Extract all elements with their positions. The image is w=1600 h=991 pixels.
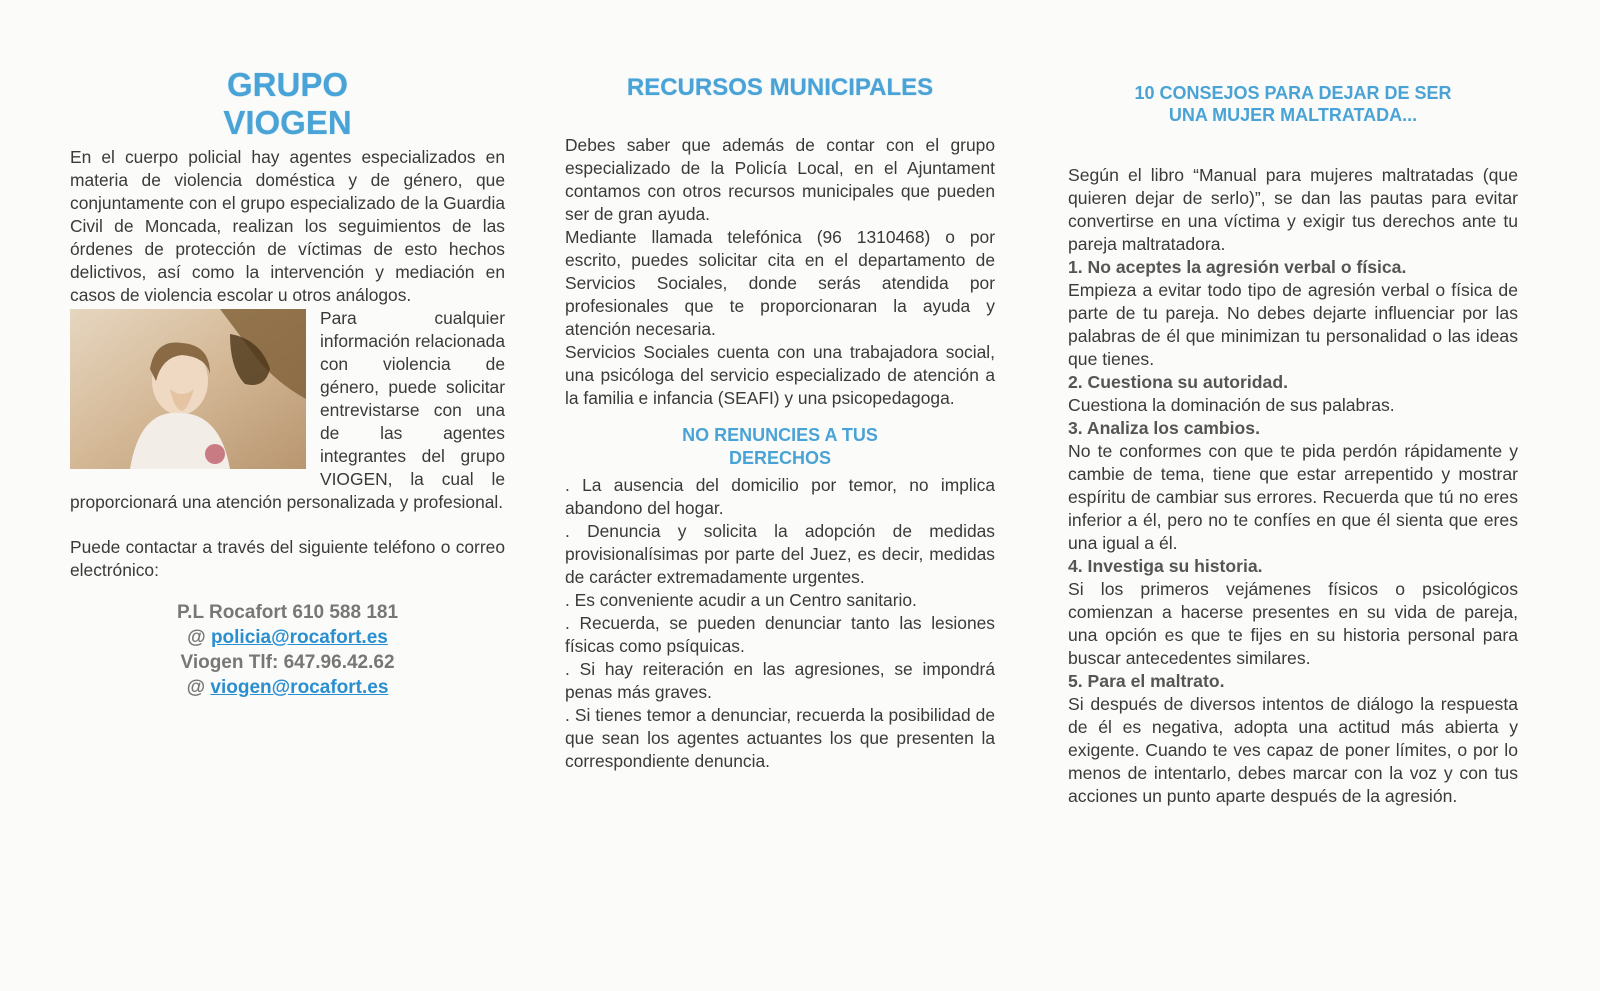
- consejos-intro: Según el libro “Manual para mujeres maltratadas (que quieren dejar de serlo)”, se dan las pautas para evitar convertirse en una víctima y exigir tus derechos ante tu pareja maltratadora.: [1068, 165, 1518, 254]
- column-consejos: [1068, 82, 1518, 808]
- recursos-paragraph-1: Debes saber que además de contar con el grupo especializado de la Policía Local, en el Ajuntament contamos con otros recursos municipales que pueden ser de gran ayuda.: [565, 135, 995, 224]
- police-email-link[interactable]: policia@rocafort.es: [210, 627, 388, 648]
- woman-photo: [70, 309, 306, 469]
- at-symbol: @: [186, 677, 206, 698]
- derechos-title-line1: NO RENUNCIES A TUS: [682, 425, 878, 445]
- tip-text: No te conformes con que te pida perdón rápidamente y cambie de tema, tiene que estar arrepentido y mostrar espíritu de cambiar sus errores. Recuerda que tú no eres inferior a él, pero no te confíes en que él sienta que eres una igual a él.: [1068, 441, 1518, 553]
- rights-item: . Si hay reiteración en las agresiones, se impondrá penas más graves.: [565, 659, 995, 702]
- photo-paragraph: [70, 307, 505, 514]
- tip-title: 3. Analiza los cambios.: [1068, 418, 1260, 438]
- recursos-paragraph-3: Servicios Sociales cuenta con una trabajadora social, una psicóloga del servicio especializado de atención a la familia e infancia (SEAFI) y una psicopedagoga.: [565, 342, 995, 408]
- derechos-title-line2: DERECHOS: [728, 448, 831, 468]
- rights-list: [565, 474, 995, 773]
- woman-photo-illustration: [70, 309, 306, 469]
- rights-item: . Si tienes temor a denunciar, recuerda la posibilidad de que sean los agentes actuantes los que presenten la correspondiente denuncia.: [565, 705, 995, 771]
- contact-block: [70, 600, 505, 700]
- recursos-paragraph-2: Mediante llamada telefónica (96 1310468) o por escrito, puedes solicitar cita en el departamento de Servicios Sociales, donde serás atendida por profesionales que te proporcionaran la ayuda y atención necesaria.: [565, 227, 995, 339]
- at-symbol: @: [187, 627, 206, 648]
- tip-item: [1068, 670, 1518, 808]
- column-recursos-municipales: [565, 74, 995, 773]
- police-email-line: [70, 625, 505, 650]
- tip-text: Si los primeros vejámenes físicos o psicológicos comienzan a hacerse presentes en su vida de pareja, una opción es que te fijes en su historia personal para buscar antecedentes similares.: [1068, 579, 1518, 668]
- viogen-contact-paragraph: Para cualquier información relacionada con violencia de género, puede solicitar entrevistarse con una de las agentes integrantes del grupo VIOGEN, la cual le proporcionará una atención personalizada y profesional.: [70, 308, 505, 512]
- column-grupo-viogen: [70, 66, 505, 700]
- rights-item: . Recuerda, se pueden denunciar tanto las lesiones físicas como psíquicas.: [565, 613, 995, 656]
- rights-item: . La ausencia del domicilio por temor, no implica abandono del hogar.: [565, 475, 995, 518]
- viogen-email-line: [70, 675, 505, 700]
- tip-text: Empieza a evitar todo tipo de agresión verbal o física de parte de tu pareja. No debes dejarte influenciar por las palabras de él que minimizan tu personalidad o las ideas que tienes.: [1068, 280, 1518, 369]
- rights-item: . Denuncia y solicita la adopción de medidas provisionalísimas por parte del Juez, es decir, medidas de carácter extremadamente urgentes.: [565, 521, 995, 587]
- rights-item: . Es conveniente acudir a un Centro sanitario.: [565, 590, 917, 610]
- tip-text: Si después de diversos intentos de diálogo la respuesta de él es negativa, adopta una actitud más abierta y exigente. Cuando te ves capaz de poner límites, o por lo menos de intentarlo, debes marcar con la voz y con tus acciones un punto aparte después de la agresión.: [1068, 694, 1518, 806]
- consejos-title-line1: 10 CONSEJOS PARA DEJAR DE SER: [1134, 83, 1452, 103]
- derechos-title: [565, 424, 995, 470]
- viogen-intro-paragraph: En el cuerpo policial hay agentes especializados en materia de violencia doméstica y de género, que conjuntamente con el grupo especializado de la Guardia Civil de Moncada, realizan los seguimientos de las órdenes de protección de víctimas de esto hechos delictivos, así como la intervención y mediación en casos de violencia escolar u otros análogos.: [70, 147, 505, 305]
- consejos-title-line2: UNA MUJER MALTRATADA...: [1168, 105, 1418, 125]
- tip-item: [1068, 555, 1518, 670]
- contact-instructions: Puede contactar a través del siguiente teléfono o correo electrónico:: [70, 537, 505, 580]
- tip-item: [1068, 371, 1518, 417]
- tip-text: Cuestiona la dominación de sus palabras.: [1068, 395, 1395, 415]
- tip-item: [1068, 256, 1518, 371]
- tip-title: 5. Para el maltrato.: [1068, 671, 1225, 691]
- viogen-title: [70, 66, 505, 142]
- viogen-title-line2: VIOGEN: [223, 104, 352, 141]
- tip-title: 1. No aceptes la agresión verbal o física.: [1068, 257, 1407, 277]
- viogen-phone: Viogen Tlf: 647.96.42.62: [180, 652, 395, 673]
- consejos-title: [1068, 82, 1518, 126]
- tip-item: [1068, 417, 1518, 555]
- tip-title: 4. Investiga su historia.: [1068, 556, 1263, 576]
- viogen-title-line1: GRUPO: [226, 66, 348, 103]
- viogen-email-link[interactable]: viogen@rocafort.es: [210, 677, 389, 698]
- tip-title: 2. Cuestiona su autoridad.: [1068, 372, 1288, 392]
- police-phone: P.L Rocafort 610 588 181: [176, 602, 399, 623]
- recursos-title: RECURSOS MUNICIPALES: [626, 74, 934, 101]
